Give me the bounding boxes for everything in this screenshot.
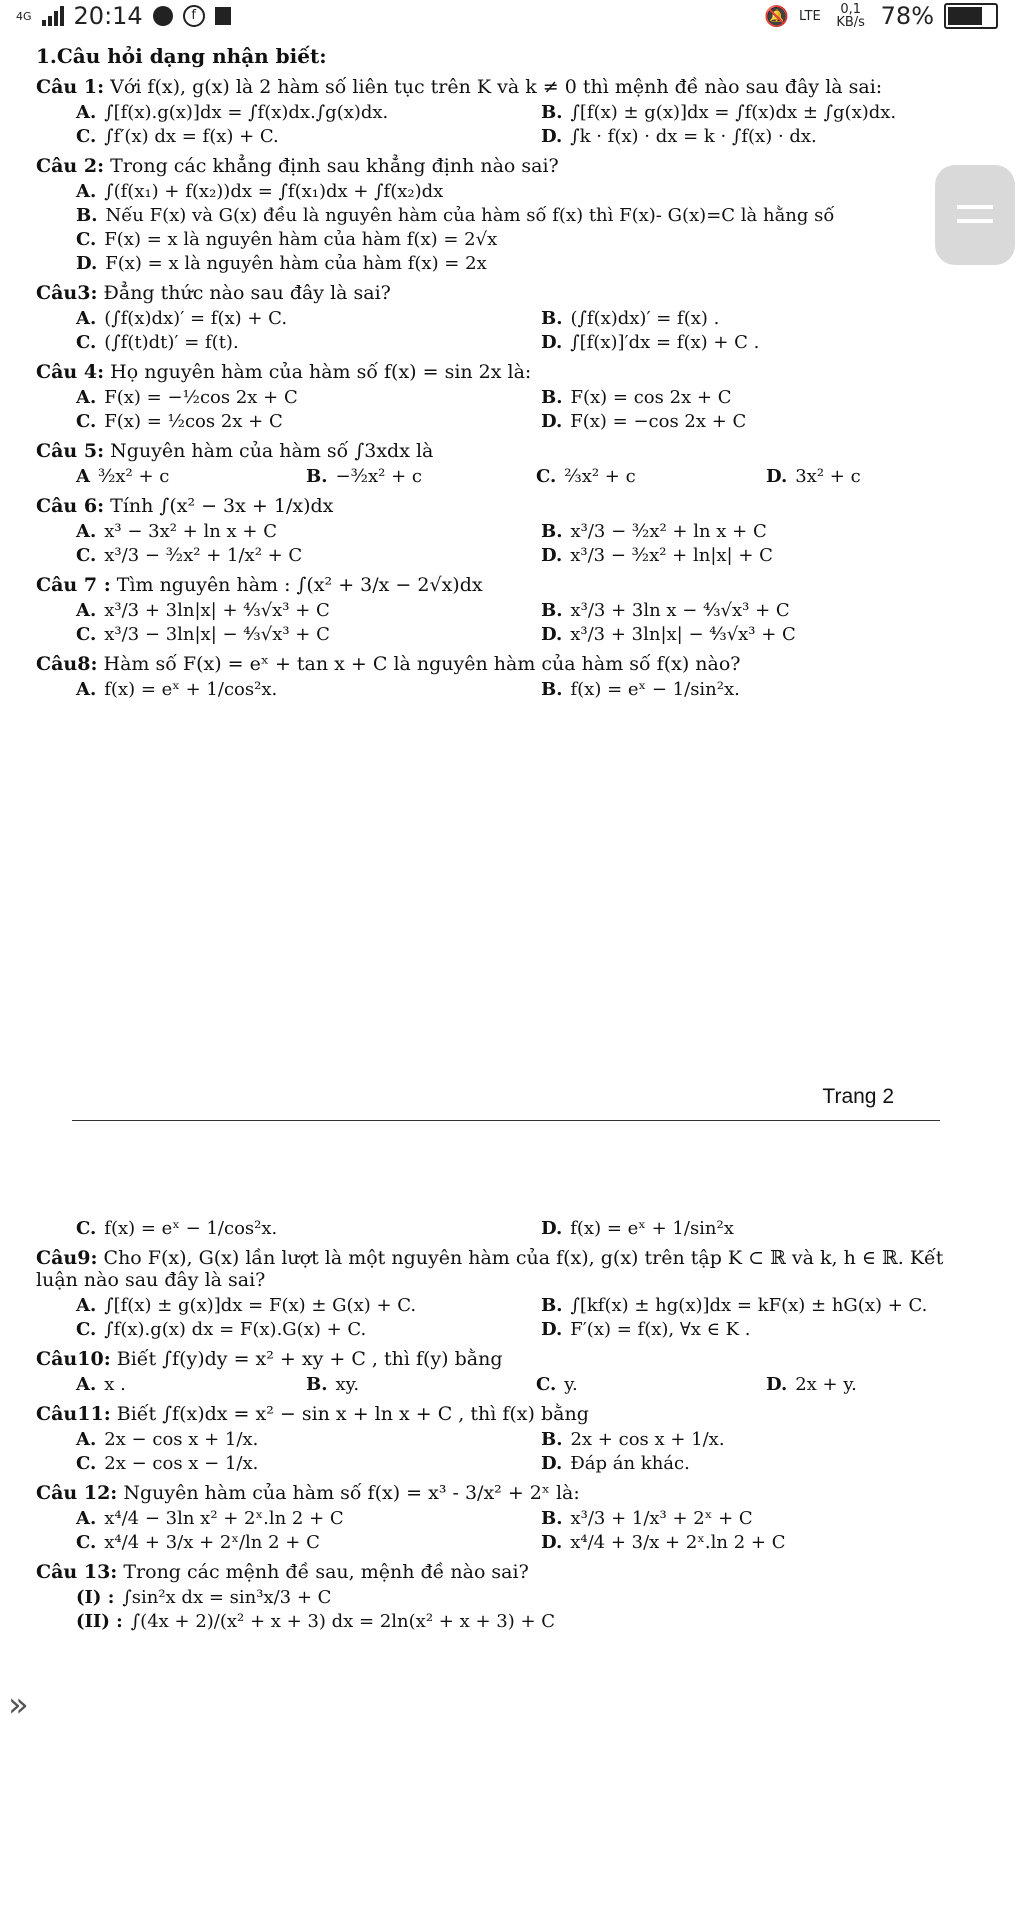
question xyxy=(36,155,966,177)
option-text: ³⁄₂x² + c xyxy=(97,466,170,487)
answer-option[interactable] xyxy=(501,1319,966,1340)
notification-icon xyxy=(215,7,231,25)
option-row xyxy=(36,181,966,202)
question-label: Câu9: xyxy=(36,1247,98,1269)
question xyxy=(36,282,966,304)
page-1 xyxy=(36,44,966,703)
option-row xyxy=(36,1453,966,1474)
answer-option[interactable] xyxy=(501,1429,966,1450)
option-text: ∫[f(x)]′dx = f(x) + C . xyxy=(570,332,760,353)
question xyxy=(36,440,966,462)
question-text: Biết ∫f(y)dy = x² + xy + C , thì f(y) bằng xyxy=(116,1348,503,1370)
option-row xyxy=(36,1532,966,1553)
option-letter: D. xyxy=(541,332,563,353)
answer-option[interactable] xyxy=(36,466,266,487)
answer-option[interactable] xyxy=(501,1532,966,1553)
option-letter: D. xyxy=(766,466,788,487)
option-row xyxy=(36,205,966,226)
option-text: F(x) = x là nguyên hàm của hàm f(x) = 2x xyxy=(105,253,487,274)
question xyxy=(36,1348,966,1370)
option-letter: D. xyxy=(76,253,98,274)
option-text: ∫[kf(x) ± hg(x)]dx = kF(x) ± hG(x) + C. xyxy=(570,1295,928,1316)
option-row xyxy=(36,229,966,250)
answer-option[interactable] xyxy=(501,102,966,123)
option-letter: B. xyxy=(541,1429,563,1450)
option-letter: A. xyxy=(76,102,97,123)
answer-option[interactable] xyxy=(501,1218,966,1239)
question-text: Biết ∫f(x)dx = x² − sin x + ln x + C , thì f(x) bằng xyxy=(116,1403,589,1425)
question xyxy=(36,495,966,517)
page-divider xyxy=(72,1120,940,1121)
answer-option[interactable] xyxy=(501,308,966,329)
option-text: x³/3 − ³⁄₂x² + ln|x| + C xyxy=(570,545,773,566)
option-row xyxy=(36,1429,966,1450)
option-row xyxy=(36,1508,966,1529)
option-text: ∫f′(x) dx = f(x) + C. xyxy=(104,126,279,147)
question-label: Câu 7 : xyxy=(36,574,111,596)
answer-option[interactable] xyxy=(501,624,966,645)
answer-option[interactable] xyxy=(36,229,966,250)
question-text: Họ nguyên hàm của hàm số f(x) = sin 2x là: xyxy=(110,361,532,383)
answer-option[interactable] xyxy=(501,600,966,621)
option-letter: A. xyxy=(76,1295,97,1316)
option-text: f(x) = eˣ − 1/cos²x. xyxy=(104,1218,278,1239)
option-letter: A. xyxy=(76,1429,97,1450)
answer-option[interactable] xyxy=(36,102,501,123)
option-letter: B. xyxy=(306,1374,328,1395)
option-letter: B. xyxy=(541,521,563,542)
option-text: f(x) = eˣ + 1/sin²x xyxy=(570,1218,734,1239)
option-text: (∫f(x)dx)′ = f(x) + C. xyxy=(104,308,288,329)
question xyxy=(36,1561,966,1583)
option-text: ∫[f(x).g(x)]dx = ∫f(x)dx.∫g(x)dx. xyxy=(104,102,389,123)
option-text: x⁴/4 − 3ln x² + 2ˣ.ln 2 + C xyxy=(104,1508,344,1529)
option-text: f(x) = eˣ − 1/sin²x. xyxy=(570,679,740,700)
option-letter: D. xyxy=(541,624,563,645)
option-letter: A. xyxy=(76,1374,97,1395)
option-text: x³/3 + 3ln x − ⁴⁄₃√x³ + C xyxy=(570,600,790,621)
option-row xyxy=(36,600,966,621)
option-letter: A. xyxy=(76,600,97,621)
option-row xyxy=(36,253,966,274)
question-label: Câu 12: xyxy=(36,1482,118,1504)
option-text: 3x² + c xyxy=(795,466,861,487)
option-text: −³⁄₂x² + c xyxy=(335,466,422,487)
question-label: Câu 2: xyxy=(36,155,105,177)
option-text: 2x + y. xyxy=(795,1374,857,1395)
answer-option[interactable] xyxy=(36,1453,501,1474)
option-text: F(x) = −cos 2x + C xyxy=(570,411,747,432)
option-letter: D. xyxy=(541,1453,563,1474)
answer-option[interactable] xyxy=(36,545,501,566)
option-text: 2x − cos x − 1/x. xyxy=(104,1453,259,1474)
question xyxy=(36,1403,966,1425)
option-letter: B. xyxy=(541,387,563,408)
option-letter: C. xyxy=(536,466,557,487)
answer-option[interactable] xyxy=(496,466,726,487)
messenger-icon xyxy=(153,6,173,26)
answer-option[interactable] xyxy=(36,1429,501,1450)
option-text: x⁴/4 + 3/x + 2ˣ.ln 2 + C xyxy=(570,1532,786,1553)
option-row xyxy=(36,308,966,329)
question xyxy=(36,1482,966,1504)
question xyxy=(36,574,966,596)
answer-option[interactable] xyxy=(36,332,501,353)
question xyxy=(36,76,966,98)
battery-percent: 78% xyxy=(880,2,934,30)
option-text: F(x) = x là nguyên hàm của hàm f(x) = 2√x xyxy=(104,229,498,250)
option-row xyxy=(36,624,966,645)
answer-option[interactable] xyxy=(266,1374,496,1395)
option-letter: C. xyxy=(76,1453,97,1474)
continued-options xyxy=(36,1218,966,1239)
option-row xyxy=(36,387,966,408)
option-text: ∫f(x).g(x) dx = F(x).G(x) + C. xyxy=(104,1319,367,1340)
option-letter: B. xyxy=(541,1508,563,1529)
answer-option[interactable] xyxy=(726,466,956,487)
option-letter: A. xyxy=(76,308,97,329)
option-text: x³/3 + 3ln|x| − ⁴⁄₃√x³ + C xyxy=(570,624,796,645)
answer-option[interactable] xyxy=(501,126,966,147)
option-letter: C. xyxy=(536,1374,557,1395)
option-row xyxy=(36,545,966,566)
answer-option[interactable] xyxy=(501,521,966,542)
option-letter: D. xyxy=(766,1374,788,1395)
option-text: x . xyxy=(104,1374,126,1395)
question-text: Tìm nguyên hàm : ∫(x² + 3/x − 2√x)dx xyxy=(116,574,483,596)
answer-option[interactable] xyxy=(36,253,966,274)
option-row xyxy=(36,679,966,700)
question-label: Câu 5: xyxy=(36,440,105,462)
answer-option[interactable] xyxy=(501,1508,966,1529)
answer-option[interactable] xyxy=(36,1587,966,1608)
answer-option[interactable] xyxy=(36,624,501,645)
option-text: 2x − cos x + 1/x. xyxy=(104,1429,259,1450)
answer-option[interactable] xyxy=(36,1319,501,1340)
option-text: ∫(f(x₁) + f(x₂))dx = ∫f(x₁)dx + ∫f(x₂)dx xyxy=(104,181,444,202)
option-letter: C. xyxy=(76,1218,97,1239)
double-chevron-icon[interactable]: » xyxy=(8,1685,29,1725)
question xyxy=(36,361,966,383)
question-label: Câu8: xyxy=(36,653,98,675)
question-text: Nguyên hàm của hàm số ∫3xdx là xyxy=(110,440,434,462)
answer-option[interactable] xyxy=(36,521,501,542)
option-text: ∫[f(x) ± g(x)]dx = ∫f(x)dx ± ∫g(x)dx. xyxy=(570,102,897,123)
question-label: Câu 13: xyxy=(36,1561,118,1583)
option-text: Nếu F(x) và G(x) đều là nguyên hàm của hàm số f(x) thì F(x)- G(x)=C là hằng số xyxy=(105,205,835,226)
signal-icon xyxy=(42,6,64,26)
option-letter: C. xyxy=(76,126,97,147)
option-letter: C. xyxy=(76,1532,97,1553)
option-letter: C. xyxy=(76,545,97,566)
question-text: Trong các khẳng định sau khẳng định nào sai? xyxy=(110,155,559,177)
option-text: x³/3 − 3ln|x| − ⁴⁄₃√x³ + C xyxy=(104,624,330,645)
question-text: Cho F(x), G(x) lần lượt là một nguyên hàm của f(x), g(x) trên tập K ⊂ ℝ và k, h ∈ ℝ. Kết luận nào sau đây là sai? xyxy=(36,1247,944,1291)
answer-option[interactable] xyxy=(501,1295,966,1316)
page-2 xyxy=(36,1215,966,1635)
option-letter: (II) : xyxy=(76,1611,123,1632)
option-letter: D. xyxy=(541,1218,563,1239)
option-text: x³/3 + 3ln|x| + ⁴⁄₃√x³ + C xyxy=(104,600,330,621)
option-letter: A. xyxy=(76,387,97,408)
option-letter: D. xyxy=(541,411,563,432)
question-label: Câu 1: xyxy=(36,76,105,98)
option-letter: C. xyxy=(76,332,97,353)
battery-fill xyxy=(948,7,982,25)
answer-option[interactable] xyxy=(36,126,501,147)
question-label: Câu11: xyxy=(36,1403,111,1425)
answer-option[interactable] xyxy=(501,545,966,566)
answer-option[interactable] xyxy=(36,679,501,700)
network-type: 4G xyxy=(16,9,32,23)
option-letter: A. xyxy=(76,521,97,542)
option-letter: D. xyxy=(541,1319,563,1340)
question-list-2 xyxy=(36,1247,966,1632)
option-text: x³/3 − ³⁄₂x² + 1/x² + C xyxy=(104,545,303,566)
option-row xyxy=(36,126,966,147)
option-row xyxy=(36,1218,966,1239)
option-text: ∫k · f(x) · dx = k · ∫f(x) · dx. xyxy=(570,126,817,147)
answer-option[interactable] xyxy=(501,1453,966,1474)
option-letter: D. xyxy=(541,126,563,147)
answer-option[interactable] xyxy=(36,1508,501,1529)
option-text: F′(x) = f(x), ∀x ∈ K . xyxy=(570,1319,751,1340)
question-label: Câu 4: xyxy=(36,361,105,383)
option-text: x³/3 − ³⁄₂x² + ln x + C xyxy=(570,521,767,542)
option-letter: A. xyxy=(76,1508,97,1529)
option-row xyxy=(36,1295,966,1316)
question-list xyxy=(36,76,966,700)
answer-option[interactable] xyxy=(501,387,966,408)
option-text: F(x) = −½cos 2x + C xyxy=(104,387,298,408)
option-text: x³/3 + 1/x³ + 2ˣ + C xyxy=(570,1508,753,1529)
lte-label: LTE xyxy=(799,8,821,24)
answer-option[interactable] xyxy=(36,181,966,202)
option-letter: B. xyxy=(541,679,563,700)
option-letter: A. xyxy=(76,181,97,202)
question-label: Câu 6: xyxy=(36,495,105,517)
option-row xyxy=(36,102,966,123)
page-number: Trang 2 xyxy=(822,1085,894,1108)
option-text: ∫[f(x) ± g(x)]dx = F(x) ± G(x) + C. xyxy=(104,1295,417,1316)
answer-option[interactable] xyxy=(36,411,501,432)
question-text: Trong các mệnh đề sau, mệnh đề nào sai? xyxy=(123,1561,529,1583)
option-row xyxy=(36,521,966,542)
answer-option[interactable] xyxy=(36,1374,266,1395)
answer-option[interactable] xyxy=(501,411,966,432)
option-row xyxy=(36,411,966,432)
option-text: xy. xyxy=(335,1374,360,1395)
option-letter: C. xyxy=(76,411,97,432)
answer-option[interactable] xyxy=(36,600,501,621)
network-speed: 0,1 KB/s xyxy=(836,2,865,30)
question-label: Câu10: xyxy=(36,1348,111,1370)
option-text: (∫f(x)dx)′ = f(x) . xyxy=(570,308,720,329)
answer-option[interactable] xyxy=(501,679,966,700)
question-text: Hàm số F(x) = eˣ + tan x + C là nguyên hàm của hàm số f(x) nào? xyxy=(103,653,741,675)
option-letter: A xyxy=(76,466,90,487)
option-text: Đáp án khác. xyxy=(570,1453,690,1474)
answer-option[interactable] xyxy=(501,332,966,353)
option-text: f(x) = eˣ + 1/cos²x. xyxy=(104,679,278,700)
question-label: Câu3: xyxy=(36,282,98,304)
mute-icon: 🔕 xyxy=(764,4,790,28)
option-text: ∫(4x + 2)/(x² + x + 3) dx = 2ln(x² + x + 3) + C xyxy=(130,1611,556,1632)
option-row xyxy=(36,332,966,353)
battery-icon xyxy=(944,3,998,29)
answer-option[interactable] xyxy=(36,308,501,329)
question xyxy=(36,653,966,675)
answer-option[interactable] xyxy=(36,1295,501,1316)
option-text: y. xyxy=(564,1374,578,1395)
option-row xyxy=(36,1374,966,1395)
option-letter: B. xyxy=(541,308,563,329)
question-text: Đẳng thức nào sau đây là sai? xyxy=(103,282,391,304)
option-text: x³ − 3x² + ln x + C xyxy=(104,521,277,542)
option-text: F(x) = cos 2x + C xyxy=(570,387,732,408)
option-letter: D. xyxy=(541,545,563,566)
question-text: Tính ∫(x² − 3x + 1/x)dx xyxy=(110,495,334,517)
question-text: Nguyên hàm của hàm số f(x) = x³ - 3/x² + 2ˣ là: xyxy=(123,1482,580,1504)
answer-option[interactable] xyxy=(36,1218,501,1239)
answer-option[interactable] xyxy=(726,1374,956,1395)
option-row xyxy=(36,466,966,487)
answer-option[interactable] xyxy=(496,1374,726,1395)
status-bar xyxy=(0,0,1024,36)
option-letter: C. xyxy=(76,1319,97,1340)
option-text: ∫sin²x dx = sin³x/3 + C xyxy=(122,1587,332,1608)
clock: 20:14 xyxy=(73,2,143,30)
option-letter: B. xyxy=(306,466,328,487)
option-letter: C. xyxy=(76,229,97,250)
option-letter: B. xyxy=(541,102,563,123)
option-row xyxy=(36,1587,966,1608)
facebook-icon: f xyxy=(183,5,205,27)
answer-option[interactable] xyxy=(36,1532,501,1553)
option-text: (∫f(t)dt)′ = f(t). xyxy=(104,332,239,353)
answer-option[interactable] xyxy=(36,205,966,226)
option-text: 2x + cos x + 1/x. xyxy=(570,1429,725,1450)
option-row xyxy=(36,1611,966,1632)
option-letter: D. xyxy=(541,1532,563,1553)
option-letter: B. xyxy=(541,600,563,621)
option-letter: C. xyxy=(76,624,97,645)
question-text: Với f(x), g(x) là 2 hàm số liên tục trên K và k ≠ 0 thì mệnh đề nào sau đây là sai: xyxy=(110,76,883,98)
option-letter: A. xyxy=(76,679,97,700)
option-text: x⁴/4 + 3/x + 2ˣ/ln 2 + C xyxy=(104,1532,320,1553)
option-letter: B. xyxy=(541,1295,563,1316)
option-text: ²⁄₃x² + c xyxy=(564,466,636,487)
answer-option[interactable] xyxy=(36,387,501,408)
option-row xyxy=(36,1319,966,1340)
answer-option[interactable] xyxy=(36,1611,966,1632)
option-text: F(x) = ½cos 2x + C xyxy=(104,411,283,432)
section-heading: 1.Câu hỏi dạng nhận biết: xyxy=(36,44,327,68)
answer-option[interactable] xyxy=(266,466,496,487)
option-letter: B. xyxy=(76,205,98,226)
option-letter: (I) : xyxy=(76,1587,115,1608)
question xyxy=(36,1247,966,1291)
